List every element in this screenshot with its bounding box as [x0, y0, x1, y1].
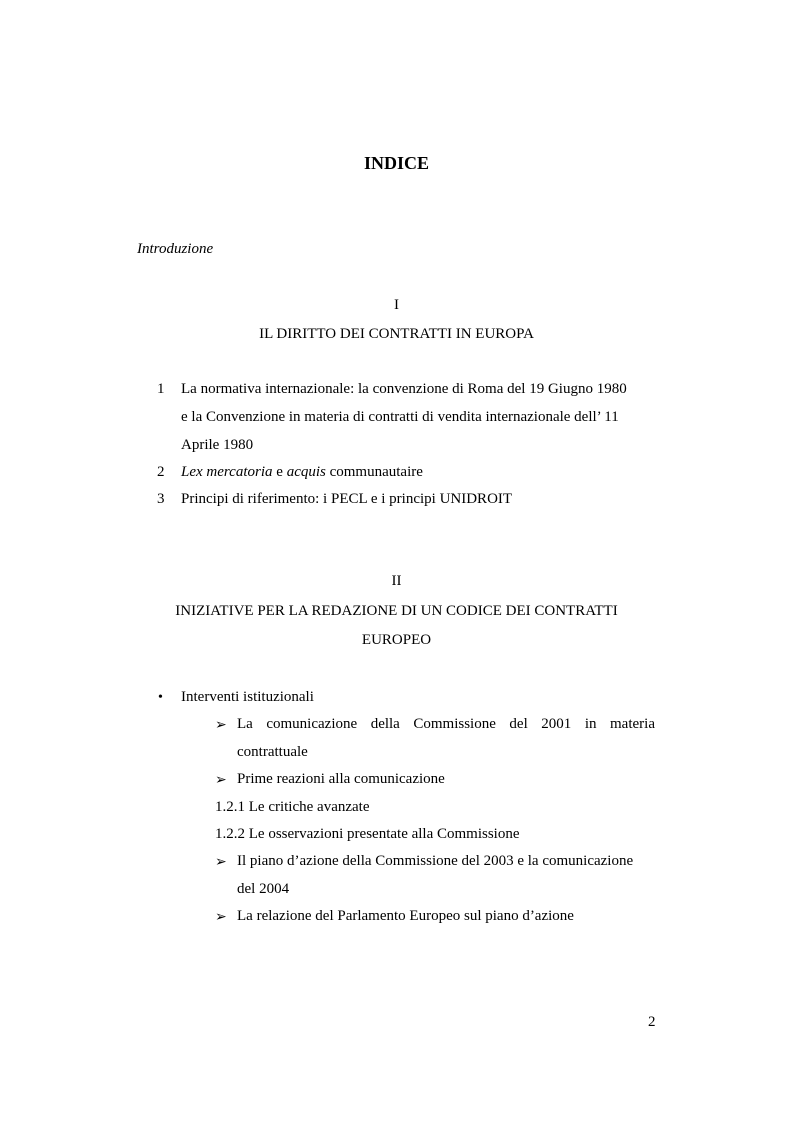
sub-item-piano-line-2: del 2004 [237, 881, 290, 897]
chapter-1-number: I [394, 297, 399, 313]
item-2-acquis: acquis [286, 464, 326, 480]
item-2-number: 2 [157, 464, 165, 480]
word: comunicazione [266, 716, 358, 732]
arrow-bullet-icon: ➢ [215, 773, 227, 788]
chapter-2-title-line-2: EUROPEO [361, 632, 432, 648]
word: del [509, 716, 528, 732]
item-1-line-2: e la Convenzione in materia di contratti di vendita internazionale dell’ 11 [181, 409, 619, 425]
arrow-bullet-icon: ➢ [215, 910, 227, 925]
arrow-bullet-icon: ➢ [215, 718, 227, 733]
sub-item-relazione: La relazione del Parlamento Europeo sul piano d’azione [237, 908, 574, 924]
word: della [370, 716, 400, 732]
item-3-number: 3 [157, 491, 165, 507]
sub-item-comunicazione-line-1 [237, 716, 655, 733]
sub-item-comunicazione-line-2: contrattuale [237, 744, 308, 760]
item-1-line-3: Aprile 1980 [181, 437, 254, 453]
sub-item-piano-line-1: Il piano d’azione della Commissione del 2003 e la comunicazione [237, 853, 634, 869]
word: in [584, 716, 597, 732]
page-title: INDICE [363, 153, 429, 173]
bullet-icon: • [158, 690, 163, 705]
intro-heading: Introduzione [137, 241, 214, 257]
sub-item-prime-reazioni: Prime reazioni alla comunicazione [237, 771, 445, 787]
page-number: 2 [648, 1014, 656, 1030]
sub-item-osservazioni: 1.2.2 Le osservazioni presentate alla Commissione [215, 826, 520, 842]
item-3-text: Principi di riferimento: i PECL e i principi UNIDROIT [181, 491, 513, 507]
item-1-number: 1 [157, 381, 165, 397]
sub-item-critiche: 1.2.1 Le critiche avanzate [215, 799, 370, 815]
word: La [237, 716, 253, 732]
chapter-2-number: II [391, 573, 402, 589]
chapter-1-title: IL DIRITTO DEI CONTRATTI IN EUROPA [259, 326, 534, 342]
item-2-text [181, 464, 423, 481]
item-2-rest: communautaire [325, 464, 423, 480]
item-1-line-1: La normativa internazionale: la convenzione di Roma del 19 Giugno 1980 [181, 381, 627, 397]
item-2-lex: Lex mercatoria [181, 464, 273, 480]
arrow-bullet-icon: ➢ [215, 855, 227, 870]
bullet-label: Interventi istituzionali [181, 689, 314, 705]
word: materia [610, 716, 655, 732]
word: 2001 [541, 716, 572, 732]
chapter-2-title-line-1: INIZIATIVE PER LA REDAZIONE DI UN CODICE DEI CONTRATTI [175, 603, 618, 619]
item-2-e: e [272, 464, 287, 480]
word: Commissione [413, 716, 496, 732]
